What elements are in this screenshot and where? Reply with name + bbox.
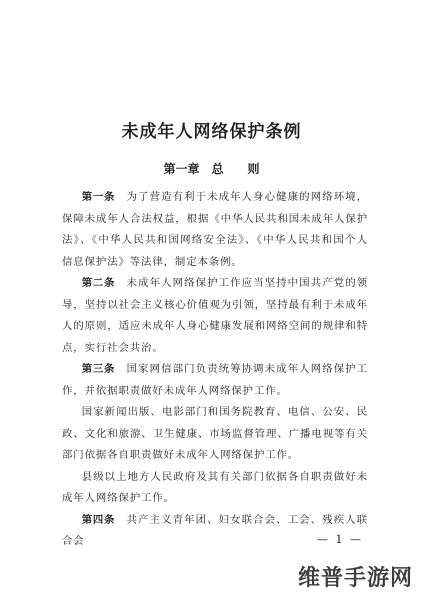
article-number: 第三条 (81, 363, 116, 375)
paragraph-text: 国家新闻出版、电影部门和国务院教育、电信、公安、民政、文化和旅游、卫生健康、市场监督管理、广播电视等有关部门依据各自职责做好未成年人网络保护工作。 (62, 406, 368, 461)
paragraph (62, 359, 368, 402)
paragraph-text: 未成年人网络保护工作应当坚持中国共产党的领导，坚持以社会主义核心价值观为引领，坚持最有利于未成年人的原则，适应未成年人身心健康发展和网络空间的规律和特点，实行社会共治。 (62, 277, 369, 354)
article-number: 第四条 (81, 513, 116, 526)
paragraph (62, 402, 368, 467)
article-number: 第一条 (81, 191, 116, 203)
paragraph (62, 187, 368, 273)
paragraph-text: 为了营造有利于未成年人身心健康的网络环境，保障未成年人合法权益，根据《中华人民共和国未成年人保护法》、《中华人民共和国网络安全法》、《中华人民共和国个人信息保护法》等法律，制定本条例。 (62, 191, 369, 268)
paragraph (62, 273, 368, 359)
watermark-logo: 维普手游网 (297, 566, 413, 591)
paragraph (62, 510, 368, 553)
article-number: 第二条 (81, 277, 116, 289)
document-title: 未成年人网络保护条例 (121, 122, 302, 142)
page-number: — 1 — (317, 533, 363, 546)
paragraph (62, 467, 368, 510)
document-body (62, 187, 368, 553)
paragraph-text: 国家网信部门负责统筹协调未成年人网络保护工作，并依据职责做好未成年人网络保护工作。 (62, 363, 369, 397)
paragraph-text: 县级以上地方人民政府及其有关部门依据各自职责做好未成年人网络保护工作。 (62, 470, 368, 504)
paragraph-text: 共产主义青年团、妇女联合会、工会、残疾人联合会 (62, 513, 369, 547)
chapter-heading: 第一章 总 则 (163, 162, 260, 176)
